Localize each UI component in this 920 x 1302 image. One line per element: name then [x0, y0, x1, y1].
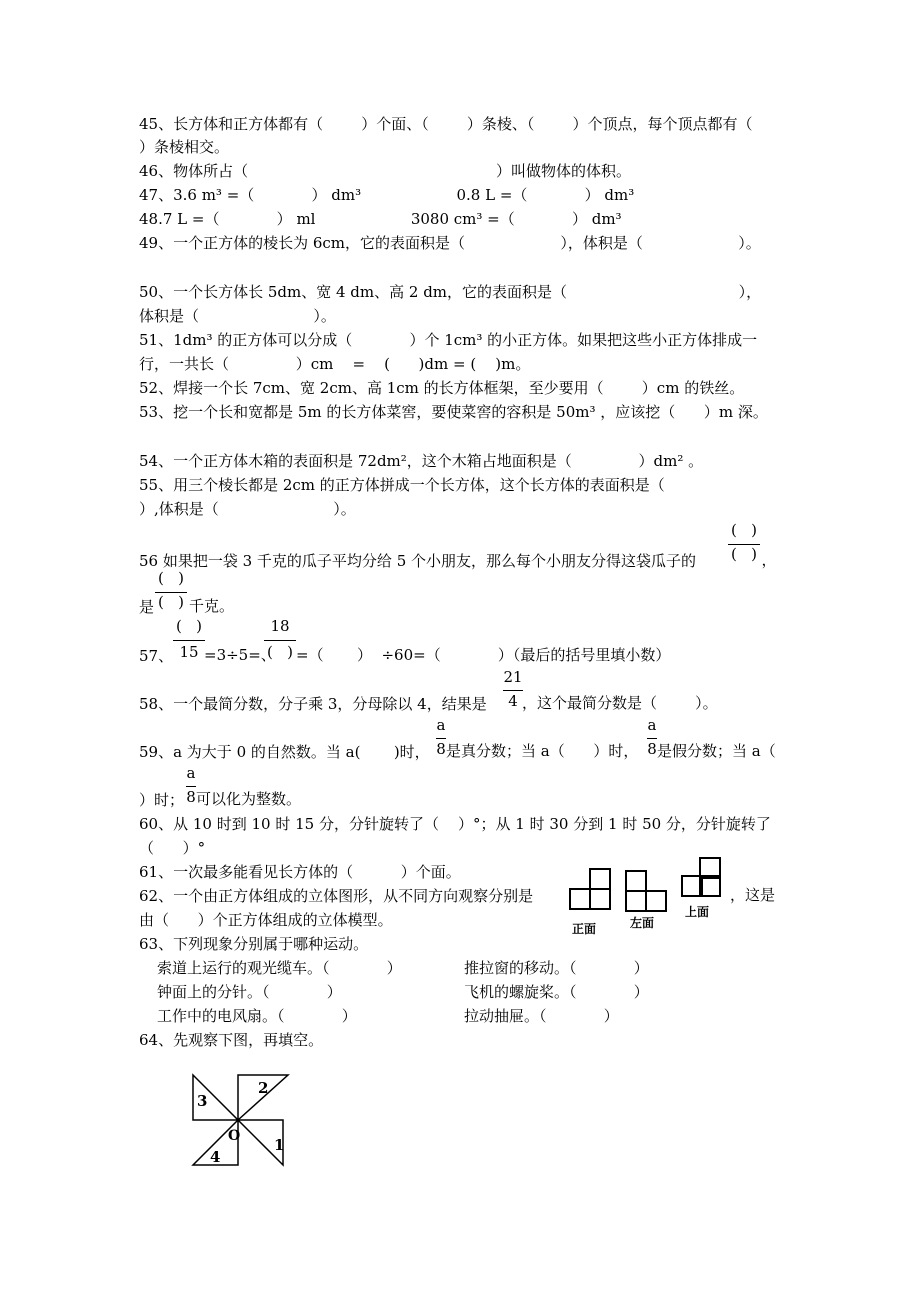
motion-item-3: 钟面上的分针。（ ） [157, 983, 342, 1001]
q59-frac1-num: a [436, 716, 446, 734]
q60-line2: （ ）° [139, 839, 206, 857]
q57-frac1-den: 15 [179, 643, 199, 661]
q57-mid: =3÷5=、 [204, 646, 276, 664]
q45-line2: ）条棱相交。 [139, 138, 230, 156]
front-square-bl [569, 888, 591, 910]
q50-line2: 体积是（ ）。 [139, 307, 336, 325]
q59-frac1-den: 8 [436, 740, 446, 758]
q56-frac2-num: ( ) [157, 569, 184, 587]
q56-line1: 56 如果把一袋 3 千克的瓜子平均分给 5 个小朋友，那么每个小朋友分得这袋瓜子的 [139, 552, 697, 570]
motion-item-2: 推拉窗的移动。（ ） [464, 959, 649, 977]
q45-line1: 45、长方体和正方体都有（ ）个面、（ ）条棱、（ ）个顶点，每个顶点都有（ [139, 115, 753, 133]
triangle-label-2: 2 [258, 1079, 269, 1097]
q57-frac2-den: ( ) [266, 643, 293, 661]
q59-frac2-den: 8 [647, 740, 657, 758]
left-square-bl [625, 890, 647, 912]
view-left-label: 左面 [630, 916, 655, 930]
q57-end: =（ ） ÷60=（ ）（最后的括号里填小数） [296, 646, 671, 664]
front-square-br [589, 888, 611, 910]
q62-line1-end: ，这是 [730, 886, 776, 904]
q58-text: 58、一个最简分数，分子乘 3，分母除以 4，结果是 [139, 695, 487, 713]
top-square-br [699, 875, 721, 897]
q58-frac-den: 4 [508, 692, 518, 710]
triangle-label-3: 3 [197, 1092, 208, 1110]
left-square-top [625, 870, 647, 892]
q50-line1: 50、一个长方体长 5dm、宽 4 dm、高 2 dm，它的表面积是（ ）， [139, 283, 762, 301]
q59-part4: ）时； [139, 791, 185, 809]
view-left-figure [625, 870, 669, 914]
q58-end: ，这个最简分数是（ ）。 [522, 694, 718, 712]
q59-frac2-bar [647, 738, 657, 739]
view-front-label: 正面 [572, 922, 597, 936]
motion-item-1: 索道上运行的观光缆车。（ ） [157, 959, 402, 977]
q63: 63、下列现象分别属于哪种运动。 [139, 935, 369, 953]
q59-frac3-den: 8 [186, 788, 196, 806]
q57-frac2-num: 18 [270, 617, 290, 635]
q64: 64、先观察下图，再填空。 [139, 1031, 324, 1049]
q56-frac1-num: ( ) [730, 521, 757, 539]
motion-item-6: 拉动抽屉。（ ） [464, 1007, 619, 1025]
view-top-label: 上面 [685, 905, 710, 919]
front-square-top [589, 868, 611, 890]
q60-line1: 60、从 10 时到 10 时 15 分，分针旋转了（ ）°；从 1 时 30 分到 1 时 50 分，分针旋转了 [139, 815, 771, 833]
center-label-o: O [228, 1128, 241, 1144]
q62-line2: 由（ ）个正方体组成的立体模型。 [139, 911, 393, 929]
q55-line2: ）,体积是（ ）。 [139, 500, 356, 518]
q57-frac1-num: ( ) [175, 617, 202, 635]
q53: 53、挖一个长和宽都是 5m 的长方体菜窖，要使菜窖的容积是 50m³ ，应该挖（ ）m 深。 [139, 403, 768, 421]
q59-part2: 是真分数；当 a（ ）时， [446, 742, 639, 760]
q54: 54、一个正方体木箱的表面积是 72dm²，这个木箱占地面积是（ ）dm² 。 [139, 452, 704, 470]
pinwheel-figure [188, 1072, 298, 1176]
q59-part5: 可以化为整数。 [196, 790, 302, 808]
q56-line2-suffix: 千克。 [189, 597, 235, 615]
q51-line1: 51、1dm³ 的正方体可以分成（ ）个 1cm³ 的小正方体。如果把这些小正方体排成一 [139, 331, 758, 349]
q52: 52、焊接一个长 7cm、宽 2cm、高 1cm 的长方体框架，至少要用（ ）cm 的铁丝。 [139, 379, 745, 397]
triangle-label-1: 1 [274, 1136, 285, 1154]
q59-part1: 59、a 为大于 0 的自然数。当 a( )时， [139, 743, 430, 761]
q57-frac2-bar [264, 640, 296, 641]
view-front-figure [569, 868, 613, 912]
q56-line2-prefix: 是 [139, 598, 155, 616]
left-square-br [645, 890, 667, 912]
motion-item-4: 飞机的螺旋桨。（ ） [464, 983, 649, 1001]
q51-line2: 行，一共长（ ）cm = ( )dm = ( )m。 [139, 355, 531, 373]
q62-line1: 62、一个由正方体组成的立体图形，从不同方向观察分别是 [139, 887, 534, 905]
q57-frac1-bar [173, 640, 205, 641]
q56-comma: ， [761, 551, 777, 569]
q59-frac2-num: a [647, 716, 657, 734]
q47: 47、3.6 m³ =（ ） dm³ 0.8 L =（ ） dm³ [139, 186, 635, 204]
view-top-figure [681, 857, 725, 901]
q59-frac3-num: a [186, 764, 196, 782]
q46: 46、物体所占（ ）叫做物体的体积。 [139, 162, 632, 180]
q57-label: 57、 [139, 647, 174, 665]
q56-frac1-den: ( ) [730, 545, 757, 563]
q58-frac-num: 21 [503, 668, 523, 686]
q55-line1: 55、用三个棱长都是 2cm 的正方体拼成一个长方体，这个长方体的表面积是（ [139, 476, 665, 494]
q49: 49、一个正方体的棱长为 6cm，它的表面积是（ ），体积是（ ）。 [139, 234, 761, 252]
q59-frac3-bar [186, 786, 196, 787]
q56-frac2-den: ( ) [157, 593, 184, 611]
q48: 48.7 L =（ ） ml 3080 cm³ =（ ） dm³ [139, 210, 622, 228]
q61: 61、一次最多能看见长方体的（ ）个面。 [139, 863, 461, 881]
q59-frac1-bar [436, 738, 446, 739]
motion-item-5: 工作中的电风扇。（ ） [157, 1007, 357, 1025]
q58-frac-bar [503, 690, 523, 691]
q59-part3: 是假分数；当 a（ [657, 742, 776, 760]
triangle-label-4: 4 [210, 1148, 221, 1166]
